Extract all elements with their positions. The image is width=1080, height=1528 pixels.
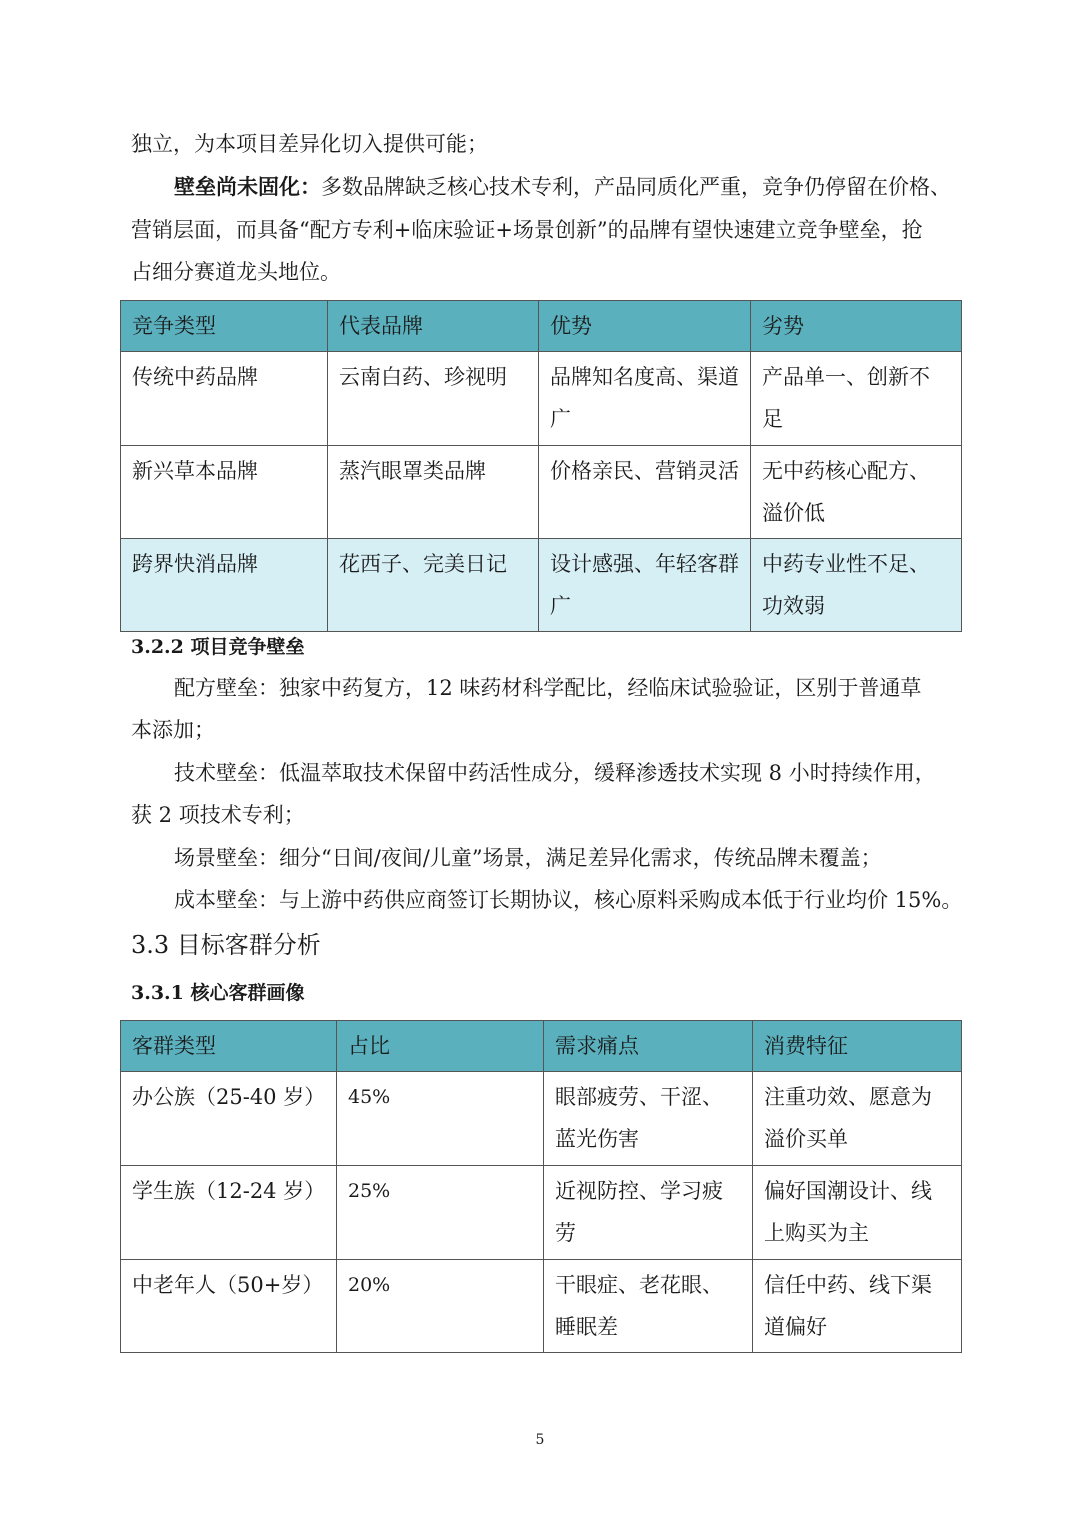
table-row xyxy=(121,1072,962,1166)
barrier-lead: 壁垒尚未固化： xyxy=(174,174,321,199)
table-cell: 注重功效、愿意为溢价买单 xyxy=(753,1072,962,1166)
formula-barrier-line-2: 本添加； xyxy=(131,718,215,742)
table-cell: 中老年人（50+岁） xyxy=(121,1260,337,1353)
table-cell: 20% xyxy=(337,1260,544,1353)
header-cell: 优势 xyxy=(539,301,751,352)
table-cell: 产品单一、创新不足 xyxy=(751,352,962,446)
table-cell: 25% xyxy=(337,1166,544,1260)
formula-barrier-line-1: 配方壁垒：独家中药复方，12 味药材科学配比，经临床试验验证，区别于普通草 xyxy=(174,676,922,700)
table-cell: 45% xyxy=(337,1072,544,1166)
customer-table xyxy=(120,1020,962,1353)
table-header-row xyxy=(121,1021,962,1072)
barrier-paragraph-line-1 xyxy=(174,172,951,202)
barrier-paragraph-line-3: 占细分赛道龙头地位。 xyxy=(131,260,341,284)
scene-barrier-line: 场景壁垒：细分“日间/夜间/儿童”场景，满足差异化需求，传统品牌未覆盖； xyxy=(174,846,882,870)
table-cell: 设计感强、年轻客群广 xyxy=(539,539,751,632)
header-cell: 客群类型 xyxy=(121,1021,337,1072)
table-cell: 办公族（25-40 岁） xyxy=(121,1072,337,1166)
table-cell: 蒸汽眼罩类品牌 xyxy=(328,446,539,539)
cost-barrier-line: 成本壁垒：与上游中药供应商签订长期协议，核心原料采购成本低于行业均价 15%。 xyxy=(174,888,963,912)
header-cell: 竞争类型 xyxy=(121,301,328,352)
header-cell: 消费特征 xyxy=(753,1021,962,1072)
tech-barrier-line-1: 技术壁垒：低温萃取技术保留中药活性成分，缓释渗透技术实现 8 小时持续作用， xyxy=(174,761,936,785)
table-cell: 云南白药、珍视明 xyxy=(328,352,539,446)
table-cell: 中药专业性不足、功效弱 xyxy=(751,539,962,632)
section-heading-3-3: 3.3 目标客群分析 xyxy=(131,931,321,959)
table-cell: 学生族（12-24 岁） xyxy=(121,1166,337,1260)
table-cell: 花西子、完美日记 xyxy=(328,539,539,632)
header-cell: 劣势 xyxy=(751,301,962,352)
table-header-row xyxy=(121,301,962,352)
table-cell: 近视防控、学习疲劳 xyxy=(544,1166,753,1260)
table-cell: 品牌知名度高、渠道广 xyxy=(539,352,751,446)
tech-barrier-line-2: 获 2 项技术专利； xyxy=(131,803,305,827)
table-cell: 价格亲民、营销灵活 xyxy=(539,446,751,539)
barrier-paragraph-line-2: 营销层面，而具备“配方专利+临床验证+场景创新”的品牌有望快速建立竞争壁垒，抢 xyxy=(131,218,923,242)
table-cell: 无中药核心配方、溢价低 xyxy=(751,446,962,539)
table-row xyxy=(121,1260,962,1353)
table-cell: 偏好国潮设计、线上购买为主 xyxy=(753,1166,962,1260)
table-row xyxy=(121,446,962,539)
section-heading-3-3-1: 3.3.1 核心客群画像 xyxy=(131,982,305,1004)
table-cell: 新兴草本品牌 xyxy=(121,446,328,539)
competition-table xyxy=(120,300,962,632)
page-number: 5 xyxy=(535,1432,545,1448)
table-cell: 干眼症、老花眼、睡眠差 xyxy=(544,1260,753,1353)
table-cell: 信任中药、线下渠道偏好 xyxy=(753,1260,962,1353)
table-row xyxy=(121,1166,962,1260)
header-cell: 代表品牌 xyxy=(328,301,539,352)
table-cell: 传统中药品牌 xyxy=(121,352,328,446)
table-cell: 眼部疲劳、干涩、蓝光伤害 xyxy=(544,1072,753,1166)
table-row xyxy=(121,352,962,446)
table-row-highlighted xyxy=(121,539,962,632)
paragraph-continuation: 独立，为本项目差异化切入提供可能； xyxy=(131,132,488,156)
barrier-text-1: 多数品牌缺乏核心技术专利，产品同质化严重，竞争仍停留在价格、 xyxy=(321,175,951,199)
section-heading-3-2-2: 3.2.2 项目竞争壁垒 xyxy=(131,636,305,658)
header-cell: 需求痛点 xyxy=(544,1021,753,1072)
table-cell: 跨界快消品牌 xyxy=(121,539,328,632)
header-cell: 占比 xyxy=(337,1021,544,1072)
